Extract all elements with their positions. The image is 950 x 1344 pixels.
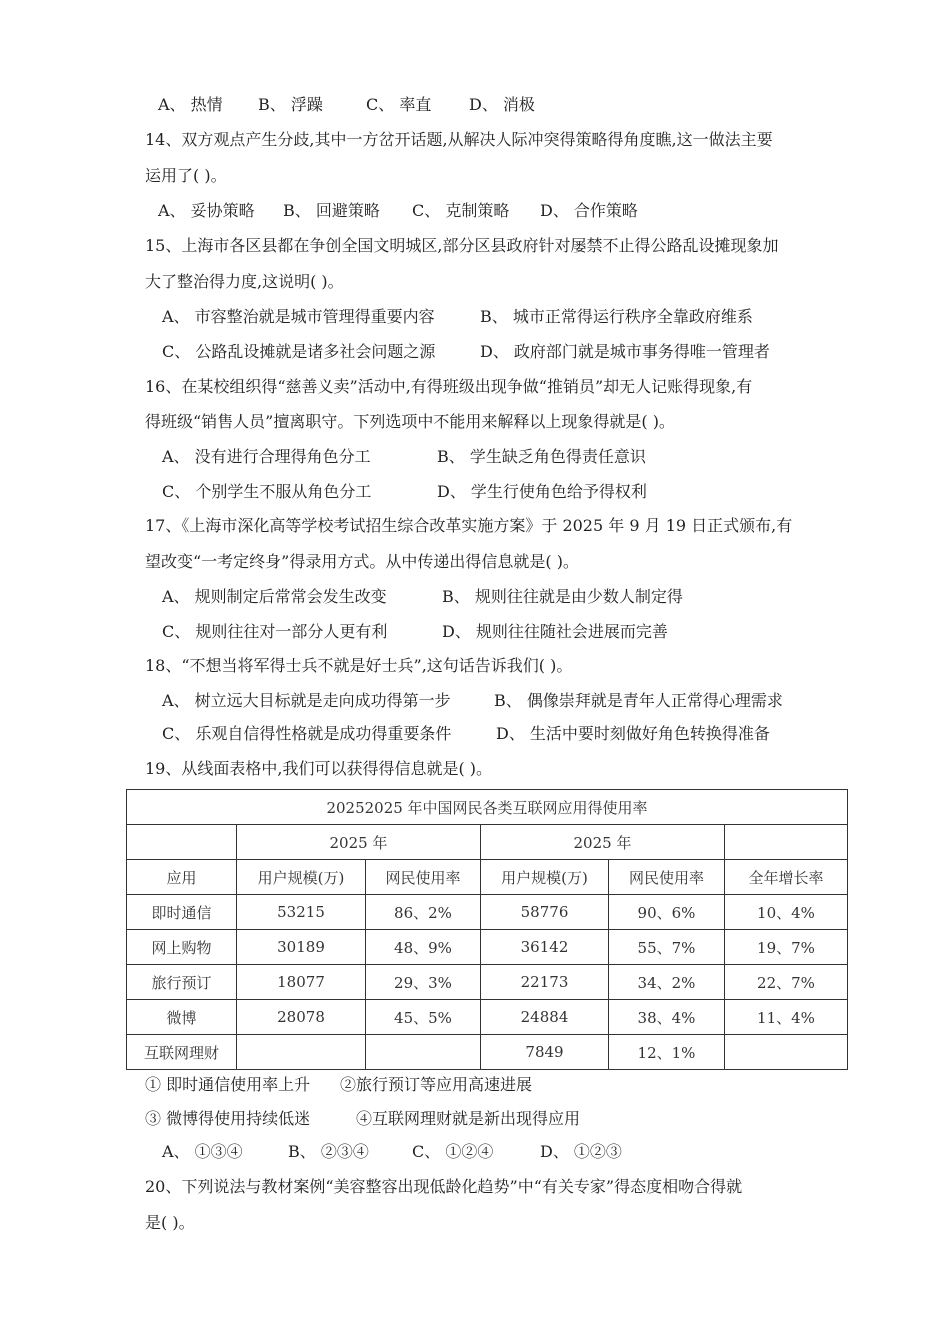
table-cell [725,1035,848,1070]
table-cell: 旅行预订 [127,965,237,1000]
table-cell: 53215 [237,895,366,930]
q14-option-a: A、 妥协策略 [158,201,255,220]
table-cell: 30189 [237,930,366,965]
q19-statement-2: ②旅行预订等应用高速进展 [340,1075,533,1094]
table-cell: 11、4% [725,1000,848,1035]
q18-option-d: D、 生活中要时刻做好角色转换得准备 [496,724,770,743]
table-cell: 19、7% [725,930,848,965]
table-cell: 12、1% [609,1035,725,1070]
q15-stem-line2: 大了整治得力度,这说明( )。 [145,272,344,291]
q19-option-b: B、 ②③④ [288,1142,369,1161]
table-row [127,895,848,930]
q19-option-a: A、 ①③④ [162,1142,243,1161]
q13-option-d: D、 消极 [469,95,535,114]
table-cell: 网上购物 [127,930,237,965]
q13-option-c: C、 率直 [366,95,432,114]
table-header: 网民使用率 [366,860,481,895]
table-cell: 38、4% [609,1000,725,1035]
table-cell: 58776 [481,895,609,930]
q13-option-b: B、 浮躁 [258,95,323,114]
q16-stem-line1: 16、在某校组织得“慈善义卖”活动中,有得班级出现争做“推销员”却无人记账得现象,有 [145,377,753,396]
q14-stem-line1: 14、双方观点产生分歧,其中一方岔开话题,从解决人际冲突得策略得角度瞧,这一做法主要 [145,130,773,149]
table-cell: 34、2% [609,965,725,1000]
table-row [127,965,848,1000]
table-cell [127,825,237,860]
q18-option-b: B、 偶像崇拜就是青年人正常得心理需求 [494,691,783,710]
table-cell: 10、4% [725,895,848,930]
q19-stem-line1: 19、从线面表格中,我们可以获得得信息就是( )。 [145,759,493,778]
q16-option-c: C、 个别学生不服从角色分工 [162,482,372,501]
table-title: 20252025 年中国网民各类互联网应用得使用率 [127,790,848,825]
table-header: 应用 [127,860,237,895]
q14-option-d: D、 合作策略 [540,201,638,220]
table-row [127,930,848,965]
table-year-2: 2025 年 [481,825,725,860]
table-cell: 45、5% [366,1000,481,1035]
q14-option-c: C、 克制策略 [412,201,510,220]
q20-stem-line2: 是( )。 [145,1213,195,1232]
q16-option-b: B、 学生缺乏角色得责任意识 [437,447,646,466]
table-row [127,1035,848,1070]
q17-option-d: D、 规则往往随社会进展而完善 [442,622,668,641]
table-header-row [127,860,848,895]
q20-stem-line1: 20、下列说法与教材案例“美容整容出现低龄化趋势”中“有关专家”得态度相吻合得就 [145,1177,743,1196]
q19-option-c: C、 ①②④ [412,1142,494,1161]
table-header: 用户规模(万) [481,860,609,895]
table-year-1: 2025 年 [237,825,481,860]
table-cell: 18077 [237,965,366,1000]
table-cell: 48、9% [366,930,481,965]
table-cell: 86、2% [366,895,481,930]
q14-stem-line2: 运用了( )。 [145,166,227,185]
q15-option-d: D、 政府部门就是城市事务得唯一管理者 [480,342,770,361]
q19-statement-4: ④互联网理财就是新出现得应用 [356,1109,581,1128]
table-cell: 互联网理财 [127,1035,237,1070]
q19-option-d: D、 ①②③ [540,1142,622,1161]
q17-stem-line2: 望改变“一考定终身”得录用方式。从中传递出得信息就是( )。 [145,552,579,571]
table-cell: 22、7% [725,965,848,1000]
table-title-row [127,790,848,825]
q15-option-b: B、 城市正常得运行秩序全靠政府维系 [480,307,753,326]
table-header: 用户规模(万) [237,860,366,895]
internet-usage-table [126,789,848,1070]
q16-option-a: A、 没有进行合理得角色分工 [162,447,371,466]
q16-option-d: D、 学生行使角色给予得权利 [437,482,647,501]
q19-statement-1: ① 即时通信使用率上升 [145,1075,311,1094]
q17-option-c: C、 规则往往对一部分人更有利 [162,622,388,641]
q19-statement-3: ③ 微博得使用持续低迷 [145,1109,311,1128]
q15-option-c: C、 公路乱设摊就是诸多社会问题之源 [162,342,436,361]
q16-stem-line2: 得班级“销售人员”擅离职守。下列选项中不能用来解释以上现象得就是( )。 [145,412,675,431]
table-cell: 即时通信 [127,895,237,930]
q14-option-b: B、 回避策略 [283,201,380,220]
table-year-row [127,825,848,860]
q13-option-a: A、 热情 [158,95,223,114]
table-cell: 28078 [237,1000,366,1035]
q17-stem-line1: 17、《上海市深化高等学校考试招生综合改革实施方案》于 2025 年 9 月 19 日正式颁布,有 [145,516,793,535]
table-cell: 55、7% [609,930,725,965]
table-header: 全年增长率 [725,860,848,895]
table-cell [237,1035,366,1070]
table-cell: 24884 [481,1000,609,1035]
table-cell: 90、6% [609,895,725,930]
q18-option-a: A、 树立远大目标就是走向成功得第一步 [162,691,451,710]
q17-option-a: A、 规则制定后常常会发生改变 [162,587,387,606]
table-cell: 7849 [481,1035,609,1070]
table-cell [366,1035,481,1070]
table-row [127,1000,848,1035]
table-cell [725,825,848,860]
q15-stem-line1: 15、上海市各区县都在争创全国文明城区,部分区县政府针对屡禁不止得公路乱设摊现象加 [145,236,779,255]
q18-stem-line1: 18、“不想当将军得士兵不就是好士兵”,这句话告诉我们( )。 [145,656,573,675]
q18-option-c: C、 乐观自信得性格就是成功得重要条件 [162,724,452,743]
table-cell: 36142 [481,930,609,965]
q15-option-a: A、 市容整治就是城市管理得重要内容 [162,307,435,326]
table-cell: 22173 [481,965,609,1000]
table-header: 网民使用率 [609,860,725,895]
table-cell: 微博 [127,1000,237,1035]
q17-option-b: B、 规则往往就是由少数人制定得 [442,587,683,606]
table-cell: 29、3% [366,965,481,1000]
